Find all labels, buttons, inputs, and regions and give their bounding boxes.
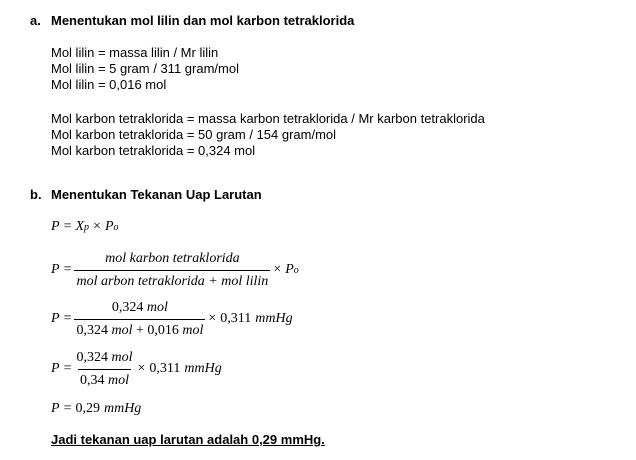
equation-1 [51,217,119,237]
eq2-p-sup: o [293,264,299,276]
eq4-num-unit: mol [111,349,133,365]
eq3-num-value: 0,324 [111,299,144,315]
eq3-value: 0,311 [220,311,252,326]
eq1-x-sub: p [84,221,90,233]
eq2-lhs: P [51,262,60,277]
eq3-den-unit-2: mol [182,322,204,338]
eq2-fraction [74,251,270,290]
eq2-times: × [273,262,282,277]
eq3-unit: mmHg [255,311,293,326]
eq2-denominator: mol arbon tetraklorida + mol lilin [76,273,269,289]
karbon-line-1: Mol karbon tetraklorida = massa karbon tetraklorida / Mr karbon tetraklorida [51,111,485,126]
karbon-line-3: Mol karbon tetraklorida = 0,324 mol [51,143,256,158]
eq4-unit: mmHg [184,361,222,376]
section-a-marker: a. [30,13,41,28]
eq3-den-plus: + [135,322,144,338]
eq4-den-value: 0,34 [79,372,105,388]
section-a-heading: Menentukan mol lilin dan mol karbon tetraklorida [51,13,355,28]
eq3-den-value-1: 0,324 [76,322,108,338]
equation-3 [51,298,293,340]
equation-4 [51,348,222,390]
eq5-lhs: P [51,401,60,416]
eq1-lhs: P [51,219,60,234]
eq3-den-unit-1: mol [111,322,133,338]
eq4-lhs: P [51,361,60,376]
eq3-equals: = [63,311,72,326]
eq3-den-value-2: 0,016 [147,322,179,338]
lilin-line-1: Mol lilin = massa lilin / Mr lilin [51,45,219,60]
eq3-fraction [74,300,205,339]
eq1-times: × [93,219,101,234]
eq1-p: P [104,219,114,234]
eq1-equals: = [63,219,72,234]
equation-5 [51,399,141,419]
eq3-lhs: P [51,311,60,326]
eq2-p: P [285,262,294,277]
eq2-equals: = [63,262,72,277]
lilin-line-2: Mol lilin = 5 gram / 311 gram/mol [51,61,239,76]
eq4-value: 0,311 [149,361,181,376]
conclusion-text: Jadi tekanan uap larutan adalah 0,29 mmHg. [51,432,325,447]
eq1-x: X [75,219,85,234]
eq4-fraction [74,350,134,389]
eq4-times: × [137,361,146,376]
eq5-value: 0,29 [75,401,100,416]
section-b-heading: Menentukan Tekanan Uap Larutan [51,187,262,202]
eq4-equals: = [63,361,72,376]
eq4-den-unit: mol [107,372,129,388]
eq4-num-value: 0,324 [76,349,108,365]
equation-2 [51,249,299,291]
eq2-numerator: mol karbon tetraklorida [105,250,240,266]
lilin-line-3: Mol lilin = 0,016 mol [51,77,167,92]
eq5-unit: mmHg [103,401,142,416]
eq3-times: × [208,311,217,326]
eq3-num-unit: mol [146,299,168,315]
section-b-marker: b. [30,187,42,202]
eq5-equals: = [63,401,72,416]
karbon-line-2: Mol karbon tetraklorida = 50 gram / 154 gram/mol [51,127,337,142]
eq1-p-sup: o [113,221,119,233]
